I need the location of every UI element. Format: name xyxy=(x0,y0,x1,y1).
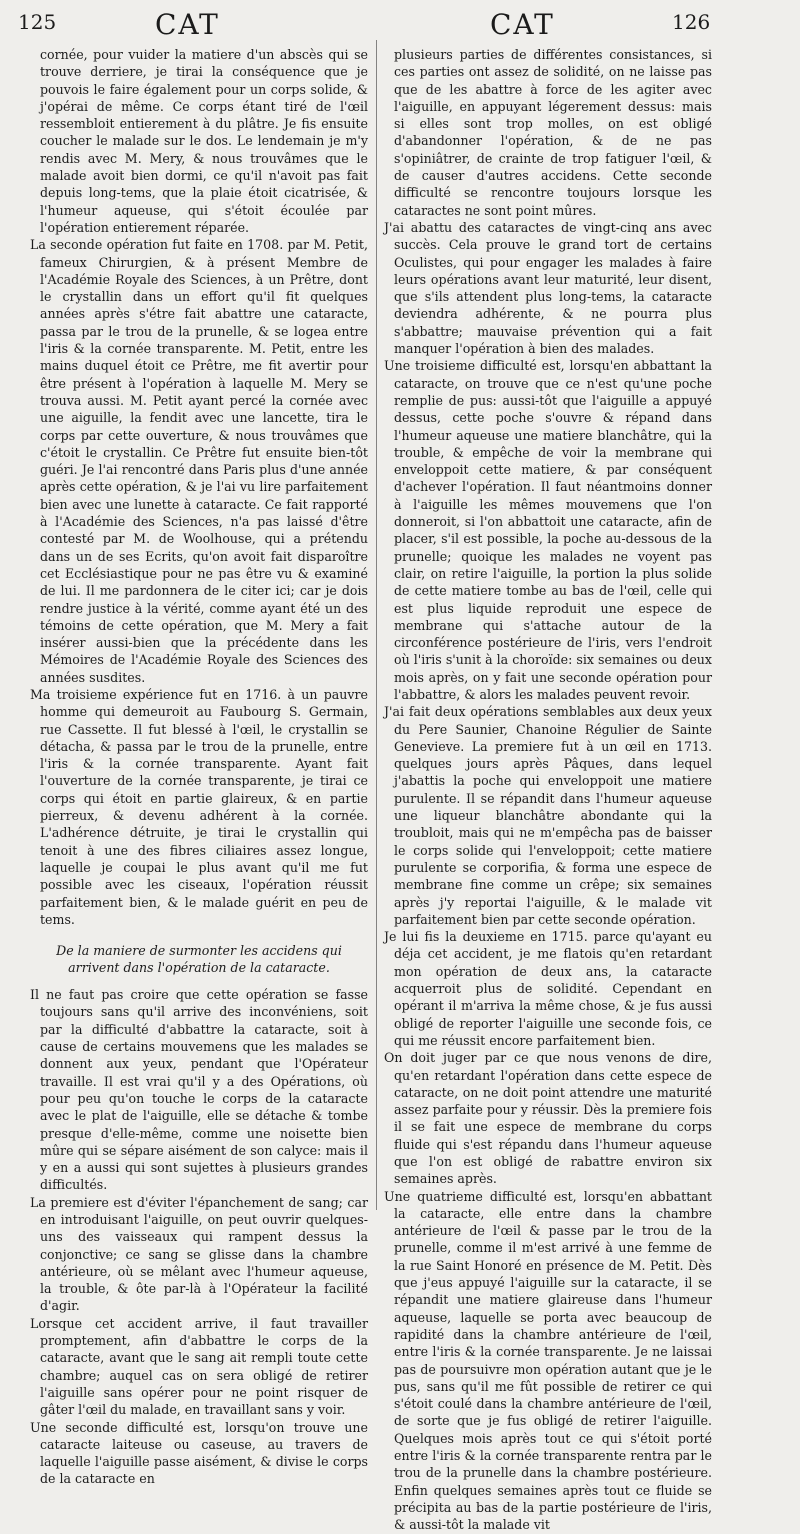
paragraph: La premiere est d'éviter l'épanchement de sang; car en introduisant l'aiguille, on peut ouvrir quelques-uns des vaisseaux qui rampent dessus la conjonctive; ce sang se glisse dans la chambre antérieure, où se mêlant avec l'humeur aqueuse, la trouble, & ôte par-là à l'Opérateur la facilité d'agir. xyxy=(30,1194,368,1314)
paragraph: Une troisieme difficulté est, lorsqu'en abbattant la cataracte, on trouve que ce n'est qu'une poche remplie de pus: aussi-tôt que l'aiguille a appuyé dessus, cette poche s'ouvre & répand dans l'humeur aqueuse une matiere blanchâtre, qui la trouble, & empêche de voir la membrane qui enveloppoit cette matiere, & par conséquent d'achever l'opération. Il faut néantmoins donner à l'aiguille les mêmes mouvemens que l'on donneroit, si l'on abbattoit une cataracte, afin de placer, s'il est possible, la poche au-dessous de la prunelle; quoique les malades ne voyent pas clair, on retire l'aiguille, la portion la plus solide de cette matiere tombe au bas de l'œil, celle qui est plus liquide reproduit une espece de membrane qui s'attache autour de la circonférence postérieure de l'iris, vers l'endroit où l'iris s'unit à la choroïde: six semaines ou deux mois après, on y fait une seconde opération pour l'abbattre, & alors les malades peuvent revoir. xyxy=(384,358,712,702)
paragraph: Il ne faut pas croire que cette opération se fasse toujours sans qu'il arrive des inconvéniens, soit par la difficulté d'abbattre la cataracte, soit à cause de certains mouvemens que les malades se donnent aux yeux, pendant que l'Opérateur travaille. Il est vrai qu'il y a des Opérations, où pour peu qu'on touche le corps de la cataracte avec le plat de l'aiguille, elle se détache & tombe presque d'elle-même, comme une noisette bien mûre qui se sépare aisément de son calyce: mais il y en a aussi qui sont sujettes à plusieurs grandes difficultés. xyxy=(30,987,368,1193)
right-column xyxy=(384,46,712,1533)
left-page-number: 125 xyxy=(18,10,57,34)
paragraph: plusieurs parties de différentes consistances, si ces parties ont assez de solidité, on ne laisse pas que de les abattre à force de les agiter avec l'aiguille, en appuyant légerement dessus: mais si elles sont trop molles, on est obligé d'abandonner l'opération, & de ne pas s'opiniâtrer, de crainte de trop fatiguer l'œil, & de causer d'autres accidens. Cette seconde difficulté se rencontre toujours lorsque les cataractes ne sont point mûres. xyxy=(394,47,712,218)
left-column xyxy=(30,46,368,1487)
left-running-head: CAT xyxy=(155,8,220,41)
paragraph: Une quatrieme difficulté est, lorsqu'en abbattant la cataracte, elle entre dans la chambre antérieure de l'œil & passe par le trou de la prunelle, comme il m'est arrivé à une femme de la rue Saint Honoré en présence de M. Petit. Dès que j'eus appuyé l'aiguille sur la cataracte, il se répandit une matiere glaireuse dans l'humeur aqueuse, laquelle se porta avec beaucoup de rapidité dans la chambre antérieure de l'œil, entre l'iris & la cornée transparente. Je ne laissai pas de poursuivre mon opération autant que je le pus, sans qu'il me fût possible de retirer ce qui s'étoit coulé dans la chambre antérieure de l'œil, de sorte que je fus obligé de retirer l'aiguille. Quelques mois après tout ce qui s'étoit porté entre l'iris & la cornée transparente rentra par le trou de la prunelle dans la chambre postérieure. Enfin quelques semaines après tout ce fluide se précipita au bas de la partie postérieure de l'iris, & aussi-tôt la malade vit xyxy=(384,1188,712,1533)
paragraph: Ma troisieme expérience fut en 1716. à un pauvre homme qui demeuroit au Faubourg S. Germain, rue Cassette. Il fut blessé à l'œil, le crystallin se détacha, & passa par le trou de la prunelle, entre l'iris & la cornée transparente. Ayant fait l'ouverture de la cornée transparente, je tirai ce corps qui étoit en partie glaireux, & en partie pierreux, & devenu adhérent à la cornée. L'adhérence détruite, je tirai le crystallin qui tenoit à une des fibres ciliaires assez longue, laquelle je coupai le plus avant qu'il me fut possible avec les ciseaux, l'opération réussit parfaitement bien, & le malade guérit en peu de tems. xyxy=(30,686,368,927)
right-running-head: CAT xyxy=(490,8,555,41)
paragraph: La seconde opération fut faite en 1708. par M. Petit, fameux Chirurgien, & à présent Membre de l'Académie Royale des Sciences, à un Prêtre, dont le crystallin dans un effort qu'il fit quelques années après s'étre fait abattre une cataracte, passa par le trou de la prunelle, & se logea entre l'iris & la cornée transparente. M. Petit, entre les mains duquel étoit ce Prêtre, me fit avertir pour être présent à l'opération à laquelle M. Mery se trouva aussi. M. Petit ayant percé la cornée avec une aiguille, la fendit avec une lancette, tira le corps par cette ouverture, & nous trouvâmes que c'étoit le crystallin. Ce Prêtre fut ensuite bien-tôt guéri. Je l'ai rencontré dans Paris plus d'une année après cette opération, & je l'ai vu lire parfaitement bien avec une lunette à cataracte. Ce fait rapporté à l'Académie des Sciences, n'a pas laissé d'être contesté par M. de Woolhouse, qui a prétendu dans un de ses Ecrits, qu'on avoit fait disparoître cet Ecclésiastique pour ne pas être vu & examiné de lui. Il me pardonnera de le citer ici; car je dois rendre justice à la vérité, comme ayant été un des témoins de cette opération, que M. Mery a fait insérer aussi-bien que la précédente dans les Mémoires de l'Académie Royale des Sciences des années susdites. xyxy=(30,237,368,685)
paragraph: On doit juger par ce que nous venons de dire, qu'en retardant l'opération dans cette espece de cataracte, on ne doit point attendre une maturité assez parfaite pour y réussir. Dès la premiere fois il se fait une espece de membrane du corps fluide qui s'est répandu dans l'humeur aqueuse que l'on est obligé de rabattre environ six semaines après. xyxy=(384,1050,712,1187)
paragraph: J'ai abattu des cataractes de vingt-cinq ans avec succès. Cela prouve le grand tort de certains Oculistes, qui pour engager les malades à faire leurs opérations avant leur maturité, leur disent, que s'ils attendent plus long-tems, la cataracte deviendra adhérente, & ne pourra plus s'abbattre; mauvaise prévention qui a fait manquer l'opération à bien des malades. xyxy=(384,219,712,357)
paragraph: J'ai fait deux opérations semblables aux deux yeux du Pere Saunier, Chanoine Régulier de Sainte Genevieve. La premiere fut à un œil en 1713. quelques jours après Pâques, dans lequel j'abattis la poche qui enveloppoit une matiere purulente. Il se répandit dans l'humeur aqueuse une liqueur blanchâtre abondante qui la troubloit, mais qui ne m'empêcha pas de baisser le corps solide qui l'enveloppoit; cette matiere purulente se corporifia, & forma une espece de membrane fine comme un crêpe; six semaines après j'y reportai l'aiguille, & le malade vit parfaitement bien par cette seconde opération. xyxy=(384,704,712,927)
column-divider xyxy=(376,40,377,1210)
paragraph: Lorsque cet accident arrive, il faut travailler promptement, afin d'abbattre le corps de la cataracte, avant que le sang ait rempli toute cette chambre; auquel cas on sera obligé de retirer l'aiguille sans opérer pour ne point risquer de gâter l'œil du malade, en travaillant sans y voir. xyxy=(30,1315,368,1418)
paragraph: cornée, pour vuider la matiere d'un abscès qui se trouve derriere, je tirai la conséquence que je pouvois le faire également pour un corps solide, & j'opérai de même. Ce corps étant tiré de l'œil ressembloit entierement à du plâtre. Je fis ensuite coucher le malade sur le dos. Le lendemain je m'y rendis avec M. Mery, & nous trouvâmes que le malade avoit bien dormi, ce qu'il n'avoit pas fait depuis long-tems, que la plaie étoit cicatrisée, & l'humeur aqueuse, qui s'étoit écoulée par l'opération entierement réparée. xyxy=(40,47,368,235)
section-title: De la maniere de surmonter les accidens qui arrivent dans l'opération de la cataracte. xyxy=(56,943,342,976)
paragraph: Une seconde difficulté est, lorsqu'on trouve une cataracte laiteuse ou caseuse, au travers de laquelle l'aiguille passe aisément, & divise le corps de la cataracte en xyxy=(30,1419,368,1487)
paragraph: Je lui fis la deuxieme en 1715. parce qu'ayant eu déja cet accident, je me flatois qu'en retardant mon opération de deux ans, la cataracte acquerroit plus de solidité. Cependant en opérant il m'arriva la même chose, & je fus aussi obligé de reporter l'aiguille une seconde fois, ce qui me réussit encore parfaitement bien. xyxy=(384,929,712,1048)
right-page-number: 126 xyxy=(672,10,711,34)
